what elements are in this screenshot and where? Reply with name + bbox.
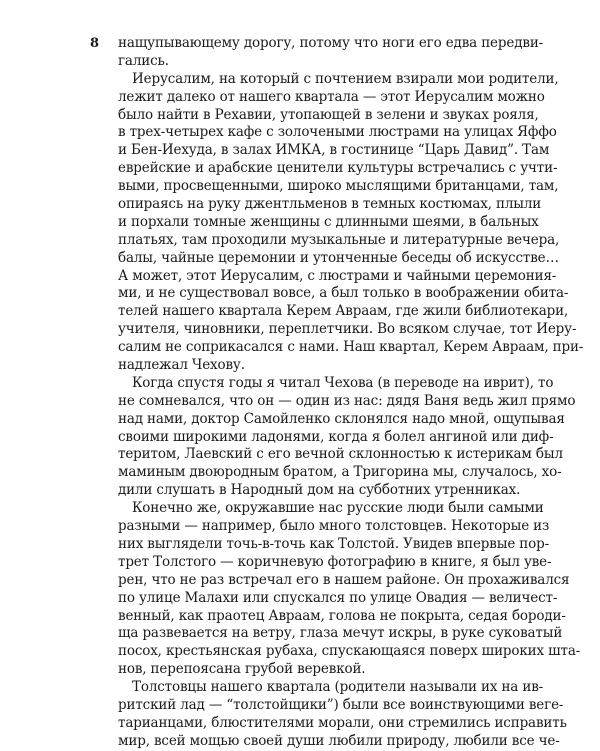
- text-line: нащупывающему дорогу, потому что ноги его едва передви-: [118, 35, 544, 51]
- text-line: учителя, чиновники, переплетчики. Во всяком случае, тот Иеру-: [118, 321, 577, 338]
- paragraph: [118, 500, 581, 679]
- text-line: разными — например, было много толстовцев. Некоторые из: [118, 518, 550, 535]
- text-line: нов, перепоясана грубой веревкой.: [118, 661, 366, 678]
- text-line: надлежал Чехову.: [118, 357, 245, 374]
- paragraph: [118, 35, 544, 71]
- text-line: венный, как праотец Авраам, голова не покрыта, седая бороди-: [118, 607, 566, 624]
- text-line: Толстовцы нашего квартала (родители называли их на ив-: [132, 679, 544, 696]
- text-line: балы, чайные церемонии и утонченные беседы об искусстве…: [118, 249, 559, 266]
- text-line: Когда спустя годы я читал Чехова (в переводе на иврит), то: [132, 374, 554, 391]
- text-line: дили слушать в Народный дом на субботних утренниках.: [118, 482, 521, 499]
- text-line: тарианцами, блюстителями морали, они стремились исправить: [118, 714, 567, 731]
- paragraph: [118, 374, 576, 500]
- text-line: трет Толстого — коричневую фотографию в книге, я был уве-: [118, 553, 552, 570]
- text-line: ми, и не существовал вовсе, а был только в воображении обита-: [118, 285, 569, 302]
- text-line: Конечно же, окружавшие нас русские люди были самыми: [132, 500, 544, 517]
- text-line: выми, просвещенными, широко мыслящими британцами, там,: [118, 178, 559, 195]
- paragraph: [118, 679, 567, 751]
- text-line: ща развевается на ветру, глаза мечут искры, в руке суковатый: [118, 625, 563, 642]
- text-line: и порхали томные женщины с длинными шеями, в бальных: [118, 213, 539, 230]
- text-line: своими широкими ладонями, когда я болел ангиной или диф-: [118, 428, 554, 445]
- page-number: 8: [90, 36, 100, 51]
- text-line: ритский лад — “толстойщики”) были все воинствующими веге-: [118, 696, 564, 713]
- paragraph: [118, 70, 584, 375]
- text-line: посох, крестьянская рубаха, спускающаяся поверх широких шта-: [118, 643, 581, 660]
- text-line: по улице Малахи или спускался по улице Овадия — величест-: [118, 589, 558, 606]
- text-line: Иерусалим, на который с почтением взирали мои родители,: [132, 70, 559, 87]
- text-line: маминым двоюродным братом, а Тригорина мы, случалось, хо-: [118, 464, 562, 481]
- text-line: мир, всей мощью своей души любили природу, любили все че-: [118, 732, 560, 749]
- text-line: теритом, Лаевский с его вечной склонностью к истерикам был: [118, 446, 563, 463]
- text-line: телей нашего квартала Керем Авраам, где жили библиотекари,: [118, 303, 569, 320]
- text-line: в трех-четырех кафе с золочеными люстрами на улицах Яффо: [118, 124, 557, 141]
- text-line: А может, этот Иерусалим, с люстрами и чайными церемония-: [118, 267, 557, 284]
- text-body: [118, 35, 584, 751]
- text-line: лежит далеко от нашего квартала — этот Иерусалим можно: [118, 88, 545, 105]
- text-line: над нами, доктор Самойленко склонялся надо мной, ощупывая: [118, 410, 565, 427]
- text-line: было найти в Рехавии, утопающей в зелени и звуках рояля,: [118, 106, 539, 123]
- text-line: не сомневался, что он — один из нас: дядя Ваня ведь жил прямо: [118, 392, 576, 409]
- text-line: гались.: [118, 52, 169, 69]
- text-line: и Бен-Иехуда, в залах ИМКА, в гостинице “Царь Давид”. Там: [118, 142, 550, 159]
- text-line: них выглядели точь-в-точь как Толстой. Увидев впервые пор-: [118, 535, 550, 552]
- text-line: платьях, там проходили музыкальные и литературные вечера,: [118, 231, 560, 248]
- text-line: салим не соприкасался с нами. Наш квартал, Керем Авраам, при-: [118, 339, 584, 356]
- text-line: опираясь на руку джентльменов в темных костюмах, плыли: [118, 196, 542, 213]
- text-line: еврейские и арабские ценители культуры встречались с учти-: [118, 160, 558, 177]
- text-line: рен, что не раз встречал его в нашем районе. Он прохаживался: [118, 571, 570, 588]
